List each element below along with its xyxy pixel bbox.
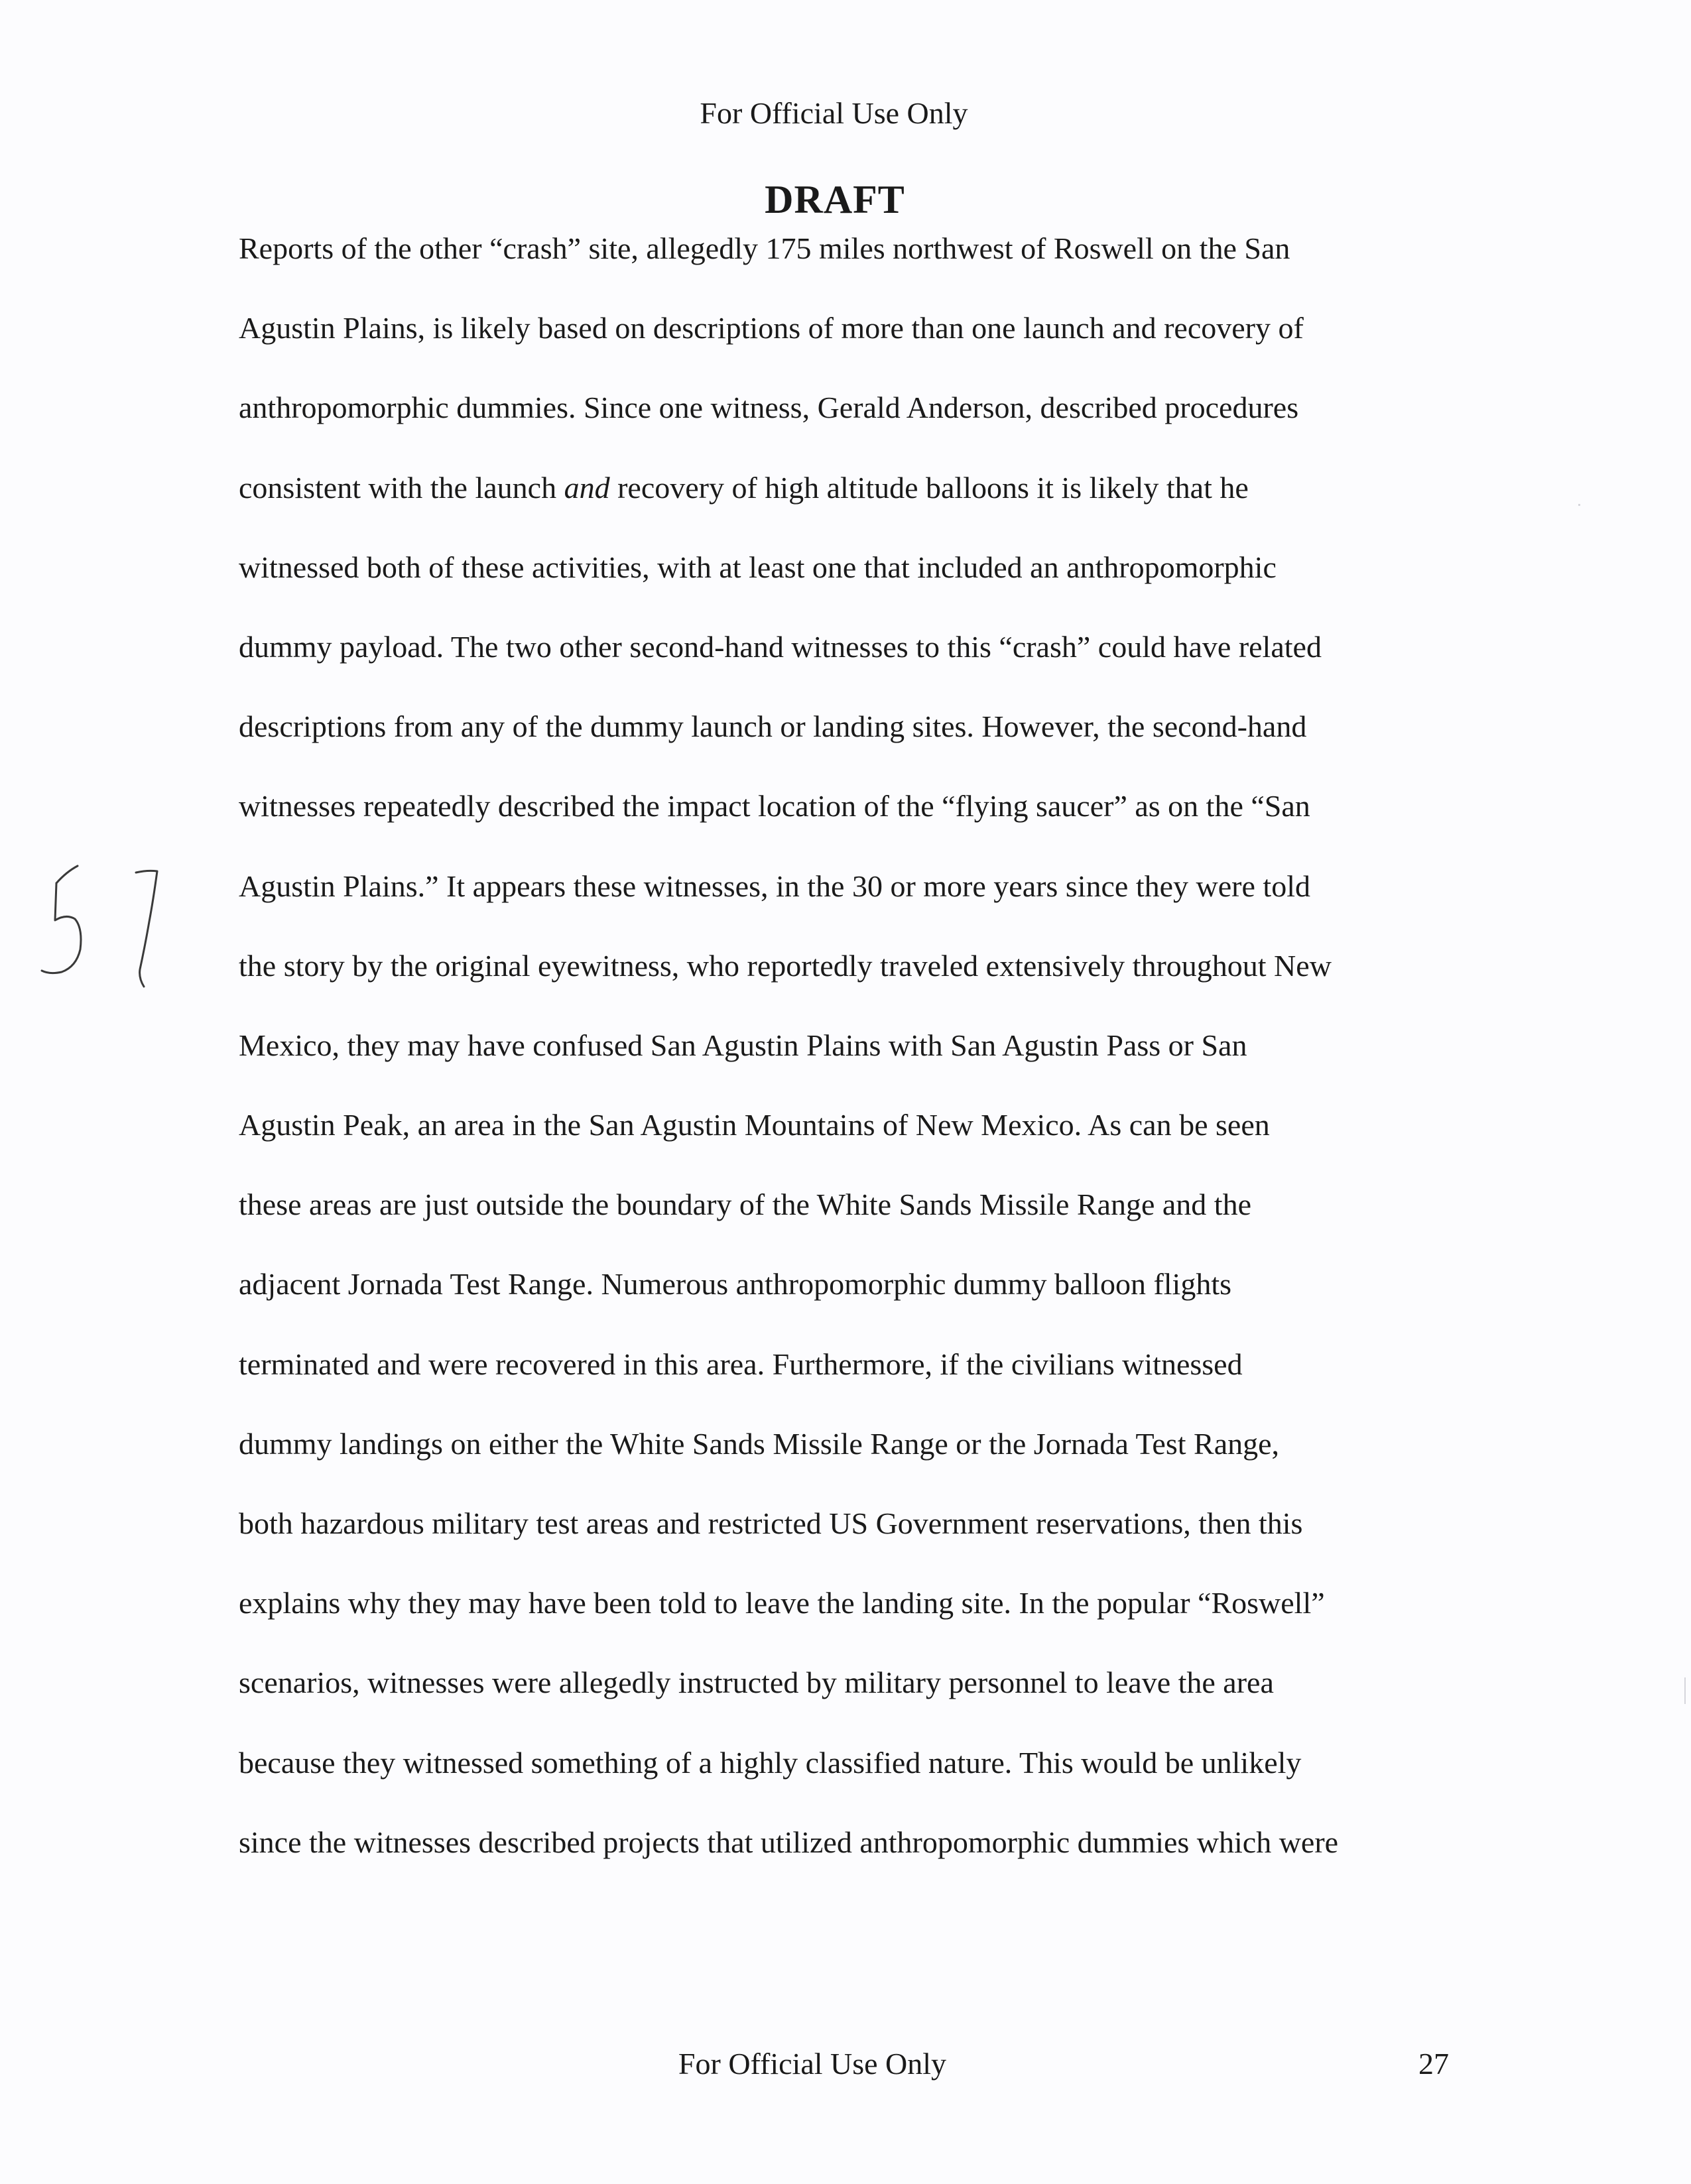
body-line: Mexico, they may have confused San Agustin Plains with San Agustin Pass or San <box>239 1028 1247 1062</box>
body-line: because they witnessed something of a highly classified nature. This would be unlikely <box>239 1745 1302 1780</box>
body-line-start: consistent with the launch <box>239 470 564 505</box>
body-line: descriptions from any of the dummy launch or landing sites. However, the second-hand <box>239 709 1307 744</box>
body-line: since the witnesses described projects that utilized anthropomorphic dummies which were <box>239 1825 1339 1859</box>
body-line: Reports of the other “crash” site, allegedly 175 miles northwest of Roswell on the San <box>239 231 1290 265</box>
body-line: witnesses repeatedly described the impact location of the “flying saucer” as on the “San <box>239 789 1310 823</box>
handwritten-five-body-stroke <box>42 883 81 973</box>
page-number: 27 <box>1418 2047 1449 2081</box>
handwritten-seven-stroke <box>136 871 157 987</box>
body-line: Agustin Peak, an area in the San Agustin Mountains of New Mexico. As can be seen <box>239 1108 1270 1142</box>
body-line <box>239 465 1512 544</box>
body-line: anthropomorphic dummies. Since one witness, Gerald Anderson, described procedures <box>239 391 1299 425</box>
body-line: both hazardous military test areas and restricted US Government reservations, then this <box>239 1506 1303 1540</box>
italic-word: and <box>564 470 610 505</box>
body-line: adjacent Jornada Test Range. Numerous anthropomorphic dummy balloon flights <box>239 1267 1231 1302</box>
handwritten-five-top-stroke <box>56 866 78 883</box>
body-line: dummy landings on either the White Sands Missile Range or the Jornada Test Range, <box>239 1426 1280 1461</box>
page-header: For Official Use Only <box>700 96 968 130</box>
body-line: explains why they may have been told to leave the landing site. In the popular “Roswell” <box>239 1586 1325 1620</box>
page-footer: For Official Use Only <box>678 2047 947 2081</box>
body-line: the story by the original eyewitness, who reportedly traveled extensively throughout New <box>239 948 1332 983</box>
scan-edge-mark <box>1684 1677 1686 1704</box>
body-line: witnessed both of these activities, with at least one that included an anthropomorphic <box>239 550 1277 584</box>
body-line-end: recovery of high altitude balloons it is likely that he <box>609 470 1249 505</box>
body-line: Agustin Plains.” It appears these witnesses, in the 30 or more years since they were told <box>239 869 1310 903</box>
body-line: terminated and were recovered in this area. Furthermore, if the civilians witnessed <box>239 1347 1243 1381</box>
body-line: Agustin Plains, is likely based on descriptions of more than one launch and recovery of <box>239 311 1304 345</box>
scan-edge-mark <box>1578 504 1580 506</box>
body-line: dummy payload. The two other second-hand witnesses to this “crash” could have related <box>239 629 1322 664</box>
handwritten-page-mark <box>36 855 182 1001</box>
draft-title: DRAFT <box>765 178 905 221</box>
body-line: these areas are just outside the boundary of the White Sands Missile Range and the <box>239 1187 1251 1222</box>
body-text <box>239 225 1512 1899</box>
body-line: scenarios, witnesses were allegedly instructed by military personnel to leave the area <box>239 1666 1274 1700</box>
